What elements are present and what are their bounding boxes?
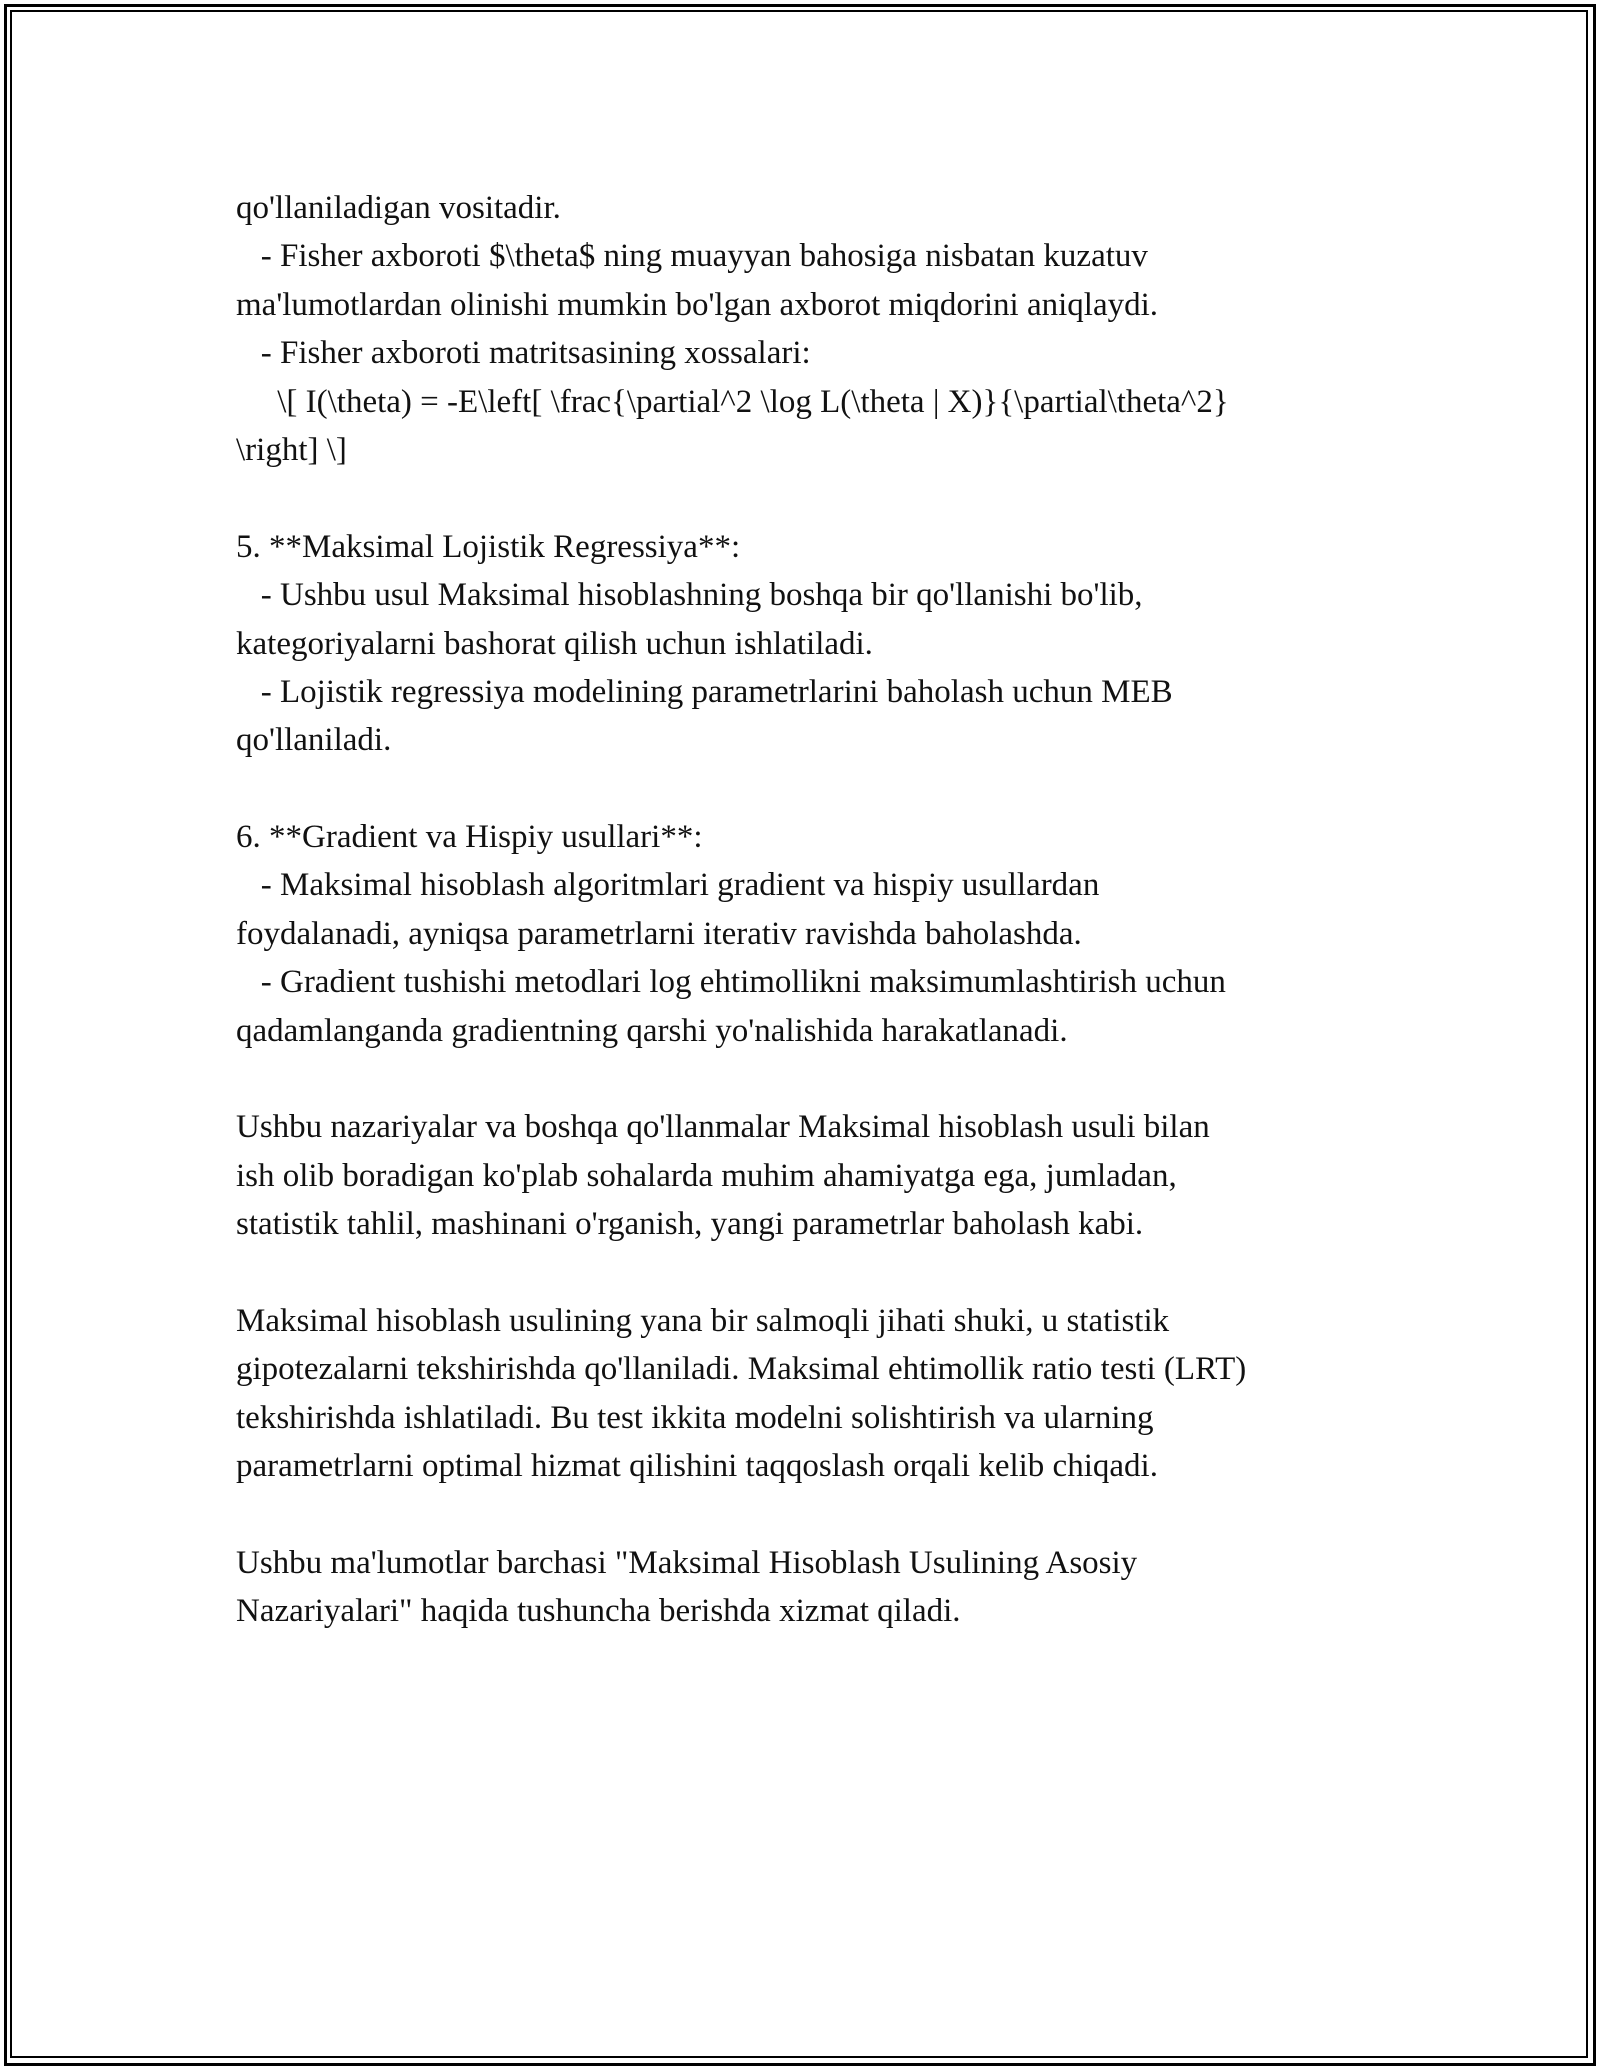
text-line: tekshirishda ishlatiladi. Bu test ikkita modelni solishtirish va ularning bbox=[236, 1399, 1154, 1436]
text-line: 5. **Maksimal Lojistik Regressiya**: bbox=[236, 528, 741, 565]
text-line: - Gradient tushishi metodlari log ehtimollikni maksimumlashtirish uchun bbox=[236, 964, 1226, 1001]
text-line: parametrlarni optimal hizmat qilishini taqqoslash orqali kelib chiqadi. bbox=[236, 1448, 1158, 1485]
text-line: Ushbu nazariyalar va boshqa qo'llanmalar Maksimal hisoblash usuli bilan bbox=[236, 1109, 1210, 1146]
text-line: - Maksimal hisoblash algoritmlari gradient va hispiy usullardan bbox=[236, 867, 1100, 904]
text-line: qadamlanganda gradientning qarshi yo'nalishida harakatlanadi. bbox=[236, 1012, 1068, 1049]
text-line: kategoriyalarni bashorat qilish uchun ishlatiladi. bbox=[236, 625, 873, 662]
text-line: - Lojistik regressiya modelining parametrlarini baholash uchun MEB bbox=[236, 673, 1173, 710]
text-line: Ushbu ma'lumotlar barchasi "Maksimal Hisoblash Usulining Asosiy bbox=[236, 1544, 1138, 1581]
text-line: Maksimal hisoblash usulining yana bir salmoqli jihati shuki, u statistik bbox=[236, 1302, 1170, 1339]
text-line: - Ushbu usul Maksimal hisoblashning boshqa bir qo'llanishi bo'lib, bbox=[236, 577, 1143, 614]
text-line: \[ I(\theta) = -E\left[ \frac{\partial^2 \log L(\theta | X)}{\partial\theta^2} bbox=[236, 383, 1229, 420]
text-line: \right] \] bbox=[236, 431, 347, 468]
text-line: Nazariyalari" haqida tushuncha berishda xizmat qiladi. bbox=[236, 1593, 961, 1630]
text-line: 6. **Gradient va Hispiy usullari**: bbox=[236, 819, 703, 856]
text-line: - Fisher axboroti $\theta$ ning muayyan bahosiga nisbatan kuzatuv bbox=[236, 238, 1148, 275]
paragraph-gap bbox=[236, 1055, 1396, 1103]
text-line: qo'llaniladi. bbox=[236, 722, 392, 759]
text-line: ma'lumotlardan olinishi mumkin bo'lgan axborot miqdorini aniqlaydi. bbox=[236, 286, 1159, 323]
text-line: foydalanadi, ayniqsa parametrlarni iterativ ravishda baholashda. bbox=[236, 915, 1082, 952]
text-line: ish olib boradigan ko'plab sohalarda muhim ahamiyatga ega, jumladan, bbox=[236, 1157, 1177, 1194]
text-line: gipotezalarni tekshirishda qo'llaniladi. Maksimal ehtimollik ratio testi (LRT) bbox=[236, 1351, 1247, 1388]
paragraph-gap bbox=[236, 765, 1396, 813]
paragraph-gap bbox=[236, 1249, 1396, 1297]
document-body bbox=[236, 184, 1396, 1636]
text-line: qo'llaniladigan vositadir. bbox=[236, 190, 561, 226]
text-line: - Fisher axboroti matritsasining xossalari: bbox=[236, 335, 811, 372]
text-line: statistik tahlil, mashinani o'rganish, yangi parametrlar baholash kabi. bbox=[236, 1206, 1144, 1243]
paragraph-gap bbox=[236, 474, 1396, 522]
paragraph-gap bbox=[236, 1491, 1396, 1539]
